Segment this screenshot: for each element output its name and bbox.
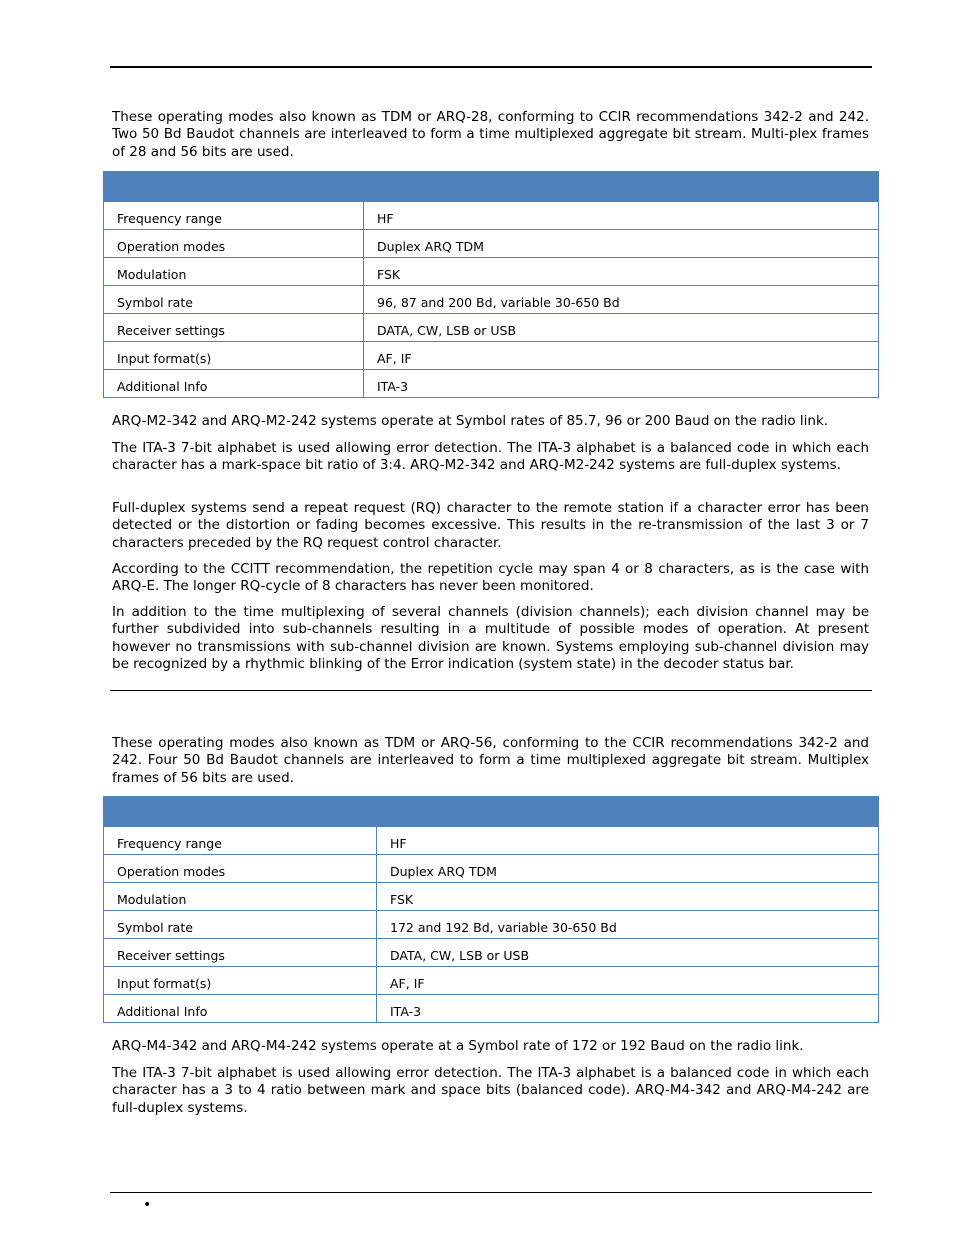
row-label: Modulation (104, 883, 377, 911)
section1-paragraph: According to the CCITT recommendation, the repetition cycle may span 4 or 8 characters, as is the case with ARQ-E. The longer RQ-cycle of 8 characters has never been monitored. (112, 561, 869, 595)
section2-spec-table (103, 796, 879, 1023)
row-value: 172 and 192 Bd, variable 30-650 Bd (377, 911, 879, 939)
table-row (104, 995, 879, 1023)
section1-paragraph: The ITA-3 7-bit alphabet is used allowing error detection. The ITA-3 alphabet is a balanced code in which each character has a mark-space bit ratio of 3:4. ARQ-M2-342 and ARQ-M2-242 systems are full-duplex systems. (112, 440, 869, 474)
row-value: FSK (377, 883, 879, 911)
row-label: Receiver settings (104, 939, 377, 967)
row-label: Modulation (104, 258, 364, 286)
row-value: HF (377, 827, 879, 855)
table-row (104, 967, 879, 995)
table-row (104, 286, 879, 314)
row-value: AF, IF (377, 967, 879, 995)
section2-intro: These operating modes also known as TDM or ARQ-56, conforming to the CCIR recommendations 342-2 and 242. Four 50 Bd Baudot channels are interleaved to form a time multiplexed aggregate bit stream. Multiplex frames of 56 bits are used. (112, 735, 869, 786)
row-label: Additional Info (104, 370, 364, 398)
table-header-row (104, 172, 879, 202)
table-row (104, 911, 879, 939)
row-label: Operation modes (104, 855, 377, 883)
row-value: FSK (364, 258, 879, 286)
header-rule (110, 66, 872, 68)
row-label: Input format(s) (104, 342, 364, 370)
section1-intro: These operating modes also known as TDM or ARQ-28, conforming to CCIR recommendations 342-2 and 242. Two 50 Bd Baudot channels are interleaved to form a time multiplexed aggregate bit stream. Multi-plex frames of 28 and 56 bits are used. (112, 109, 869, 160)
section1-paragraph: In addition to the time multiplexing of several channels (division channels); each division channel may be further subdivided into sub-channels resulting in a multitude of possible modes of operation. At present however no transmissions with sub-channel division are known. Systems employing sub-channel division may be recognized by a rhythmic blinking of the Error indication (system state) in the decoder status bar. (112, 604, 869, 673)
row-label: Symbol rate (104, 911, 377, 939)
footer-bullet: • (143, 1197, 152, 1213)
row-label: Additional Info (104, 995, 377, 1023)
table-row (104, 370, 879, 398)
table-row (104, 258, 879, 286)
row-label: Operation modes (104, 230, 364, 258)
section-divider (110, 690, 872, 691)
row-value: ITA-3 (377, 995, 879, 1023)
row-value: Duplex ARQ TDM (364, 230, 879, 258)
table-header-row (104, 797, 879, 827)
table-header-bar (104, 797, 879, 827)
table-header-bar (104, 172, 879, 202)
row-value: AF, IF (364, 342, 879, 370)
table-row (104, 827, 879, 855)
row-value: Duplex ARQ TDM (377, 855, 879, 883)
row-label: Symbol rate (104, 286, 364, 314)
section2-paragraph: ARQ-M4-342 and ARQ-M4-242 systems operate at a Symbol rate of 172 or 192 Baud on the radio link. (112, 1038, 804, 1054)
row-label: Input format(s) (104, 967, 377, 995)
section1-paragraph: Full-duplex systems send a repeat request (RQ) character to the remote station if a character error has been detected or the distortion or fading becomes excessive. This results in the re-transmission of the last 3 or 7 characters preceded by the RQ request control character. (112, 500, 869, 551)
table-row (104, 342, 879, 370)
row-label: Frequency range (104, 202, 364, 230)
table-row (104, 855, 879, 883)
table-row (104, 202, 879, 230)
row-value: DATA, CW, LSB or USB (364, 314, 879, 342)
row-value: DATA, CW, LSB or USB (377, 939, 879, 967)
row-label: Frequency range (104, 827, 377, 855)
section2-paragraph: The ITA-3 7-bit alphabet is used allowing error detection. The ITA-3 alphabet is a balanced code in which each character has a 3 to 4 ratio between mark and space bits (balanced code). ARQ-M4-342 and ARQ-M4-242 are full-duplex systems. (112, 1065, 869, 1116)
table-row (104, 883, 879, 911)
row-label: Receiver settings (104, 314, 364, 342)
table-row (104, 230, 879, 258)
footer-rule (110, 1192, 872, 1193)
table-row (104, 939, 879, 967)
section1-spec-table (103, 171, 879, 398)
row-value: HF (364, 202, 879, 230)
table-row (104, 314, 879, 342)
section1-paragraph: ARQ-M2-342 and ARQ-M2-242 systems operate at Symbol rates of 85.7, 96 or 200 Baud on the radio link. (112, 413, 829, 429)
row-value: ITA-3 (364, 370, 879, 398)
row-value: 96, 87 and 200 Bd, variable 30-650 Bd (364, 286, 879, 314)
